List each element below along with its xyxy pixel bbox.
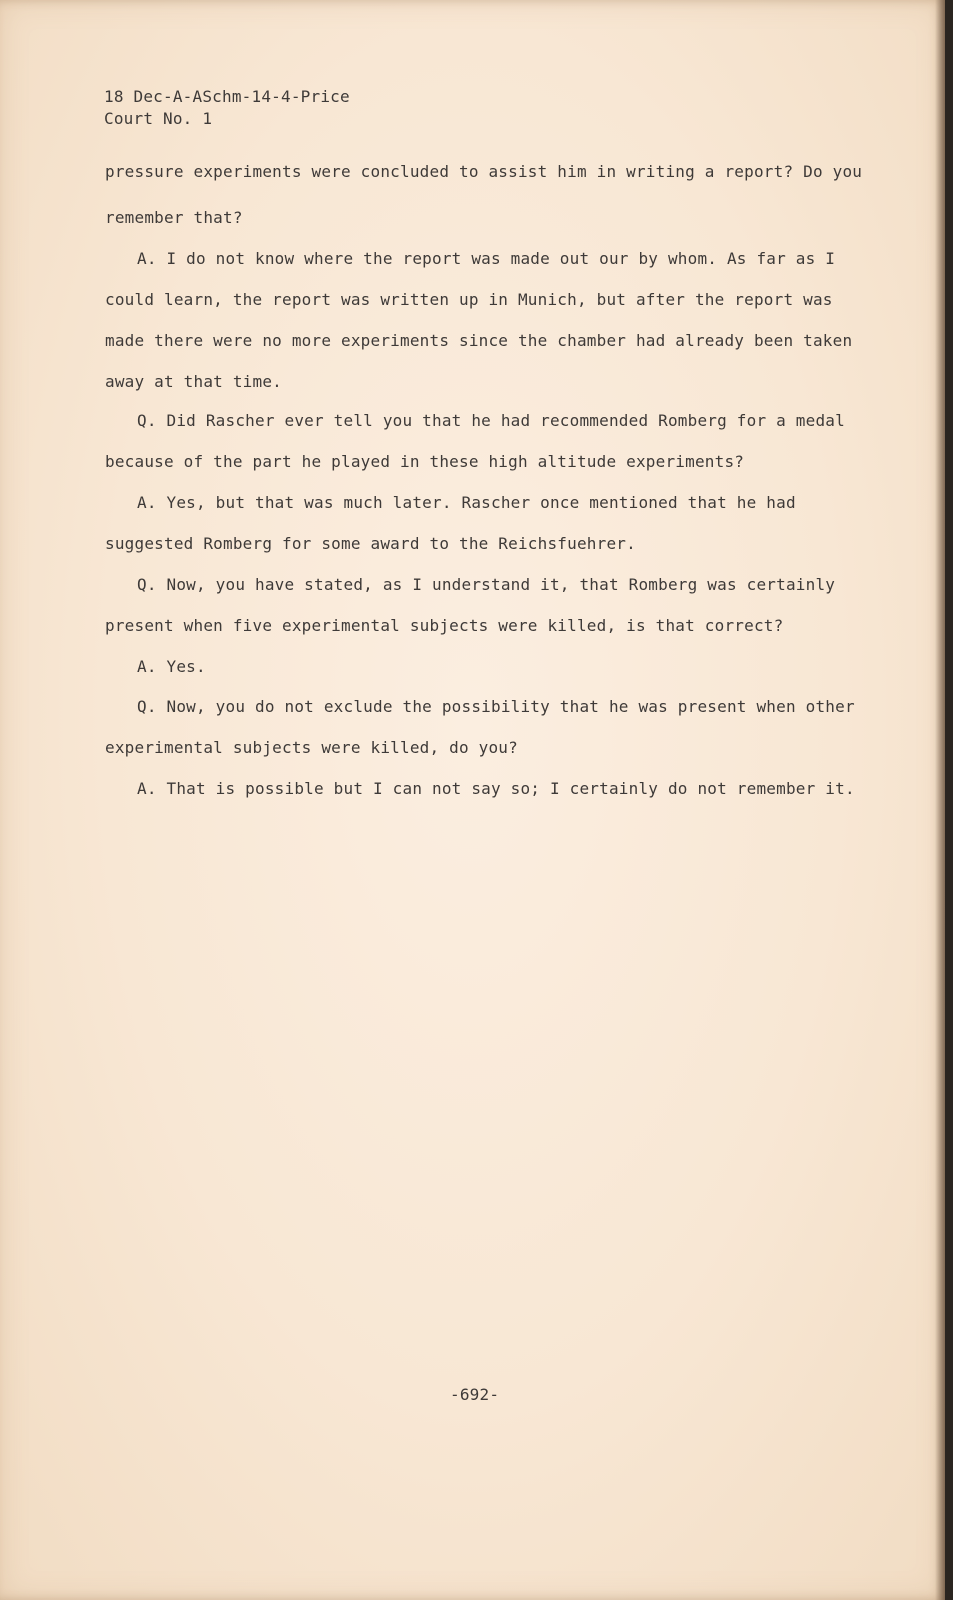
page-number: -692-: [450, 1385, 500, 1404]
transcript-line: pressure experiments were concluded to assist him in writing a report? Do you: [105, 162, 863, 181]
answer-line: A. That is possible but I can not say so; I certainly do not remember it.: [137, 779, 855, 798]
answer-line: A. Yes, but that was much later. Rascher once mentioned that he had: [137, 493, 796, 512]
transcript-line: remember that?: [105, 208, 243, 227]
answer-line: A. I do not know where the report was made out our by whom. As far as I: [137, 249, 836, 268]
transcript-line: suggested Romberg for some award to the Reichsfuehrer.: [105, 534, 636, 553]
transcript-line: away at that time.: [105, 372, 282, 391]
question-line: Q. Now, you have stated, as I understand it, that Romberg was certainly: [137, 575, 836, 594]
document-header: [104, 86, 350, 130]
transcript-reference: 18 Dec-A-ASchm-14-4-Price: [104, 87, 350, 106]
answer-line: A. Yes.: [137, 657, 206, 676]
court-number: Court No. 1: [104, 109, 213, 128]
transcript-line: because of the part he played in these high altitude experiments?: [105, 452, 745, 471]
transcript-line: could learn, the report was written up in Munich, but after the report was: [105, 290, 833, 309]
transcript-line: present when five experimental subjects were killed, is that correct?: [105, 616, 784, 635]
question-line: Q. Did Rascher ever tell you that he had recommended Romberg for a medal: [137, 411, 845, 430]
question-line: Q. Now, you do not exclude the possibility that he was present when other: [137, 697, 855, 716]
transcript-line: made there were no more experiments since the chamber had already been taken: [105, 331, 853, 350]
transcript-line: experimental subjects were killed, do you?: [105, 738, 518, 757]
